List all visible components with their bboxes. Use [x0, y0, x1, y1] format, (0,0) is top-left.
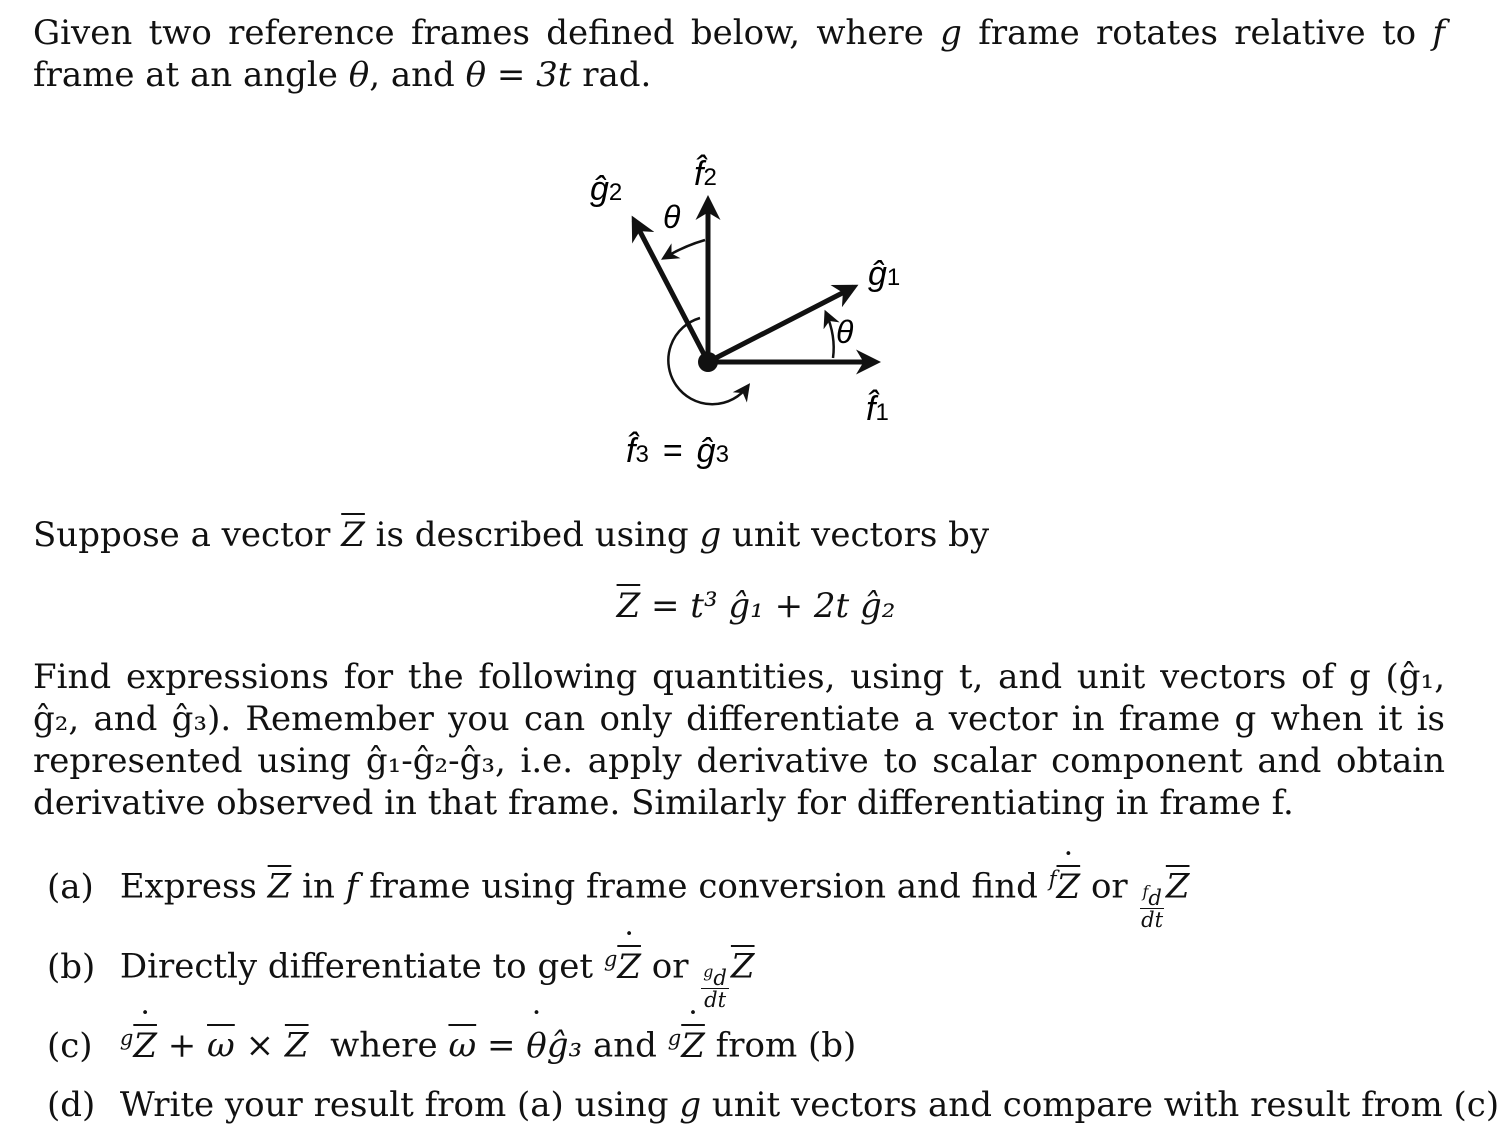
item-a-text-c: frame using frame conversion and find: [358, 866, 1049, 907]
item-c-times: ×: [234, 1025, 285, 1066]
item-b-or: or: [640, 946, 700, 987]
item-d-g: g: [679, 1085, 702, 1125]
item-b-frac-den: dt: [704, 987, 727, 1013]
item-a-Z: $\overline{Z}$: [267, 866, 292, 907]
intro-var-g: g: [940, 13, 962, 53]
intro-text-d: , and: [369, 55, 466, 95]
intro-text-e: rad.: [571, 55, 652, 95]
item-b-fraction: [701, 961, 729, 1013]
item-c-plus: +: [156, 1025, 208, 1066]
item-b-Zdot: ˙ $\overline{Z}$: [617, 946, 641, 988]
label-f1: f̂1: [866, 390, 889, 428]
item-c-g3: ĝ₃: [546, 1025, 583, 1066]
item-a-text-b: in: [291, 866, 346, 907]
item-b-text-a: Directly differentiate to get: [119, 946, 604, 987]
item-c-Zdot2: ˙ $\overline{Z}$: [681, 1025, 705, 1067]
item-a-pre: f: [1048, 866, 1057, 891]
item-b: [47, 938, 1487, 1011]
label-theta-right: θ: [836, 314, 854, 350]
g1-axis: [708, 287, 854, 362]
item-d-text-b: unit vectors and compare with result from (c): [701, 1085, 1500, 1125]
item-a-f: f: [345, 866, 359, 907]
item-c: [47, 1017, 1487, 1067]
intro-text-a: Given two reference frames defined below, where: [33, 13, 941, 53]
item-c-thetadot: ˙ θ: [526, 1025, 546, 1067]
item-c-Zdot: ˙ $\overline{Z}$: [133, 1025, 157, 1067]
item-b-label: (b): [47, 946, 96, 987]
suppose-text-c: unit vectors by: [721, 515, 990, 555]
find-paragraph: Find expressions for the following quantities, using t, and unit vectors of g (ĝ₁, ĝ₂, and ĝ₃). Remember you can only differentiate a vector in frame g when it is represented using ĝ₁-ĝ₂-ĝ₃, i.e. apply derivative to scalar component and obtain derivative observed in that frame. Similarly for differentiating in frame f.: [33, 657, 1445, 823]
z-equation: [0, 585, 1512, 627]
suppose-var-Z: $\overline{Z}$: [341, 515, 365, 555]
item-c-pre: g: [119, 1025, 134, 1050]
label-g1: ĝ1: [868, 255, 901, 293]
item-c-eq: =: [476, 1025, 527, 1066]
item-a-frac-d: d: [1148, 884, 1162, 910]
suppose-text-a: Suppose a vector: [33, 515, 342, 555]
equation-Z: $\overline{Z}$: [616, 586, 641, 626]
equation-rhs: = t³ ĝ₁ + 2t ĝ₂: [640, 586, 896, 626]
label-g2: ĝ2: [590, 170, 623, 208]
item-c-omega2: $\overline{\omega}$: [448, 1025, 477, 1066]
item-a-Zdot: ˙ $\overline{Z}$: [1057, 866, 1081, 908]
item-d-text-a: Write your result from (a) using: [119, 1085, 680, 1125]
item-c-label: (c): [47, 1025, 93, 1066]
label-f3-eq-g3: f̂3 = ĝ3: [626, 432, 729, 470]
label-f2: f̂2: [694, 155, 717, 193]
item-a: [47, 858, 1487, 931]
item-c-omega: $\overline{\omega}$: [207, 1025, 235, 1066]
item-a-label: (a): [47, 866, 94, 907]
label-theta-top: θ: [663, 199, 681, 235]
origin-dot: [698, 352, 718, 372]
item-c-text-c: from (b): [704, 1025, 857, 1066]
item-a-frac-pre: f: [1142, 881, 1149, 901]
item-b-frac-pre: g: [703, 961, 714, 981]
intro-text-b: frame rotates relative to: [961, 13, 1433, 53]
item-b-pre: g: [603, 946, 618, 971]
theta-arc-top: [664, 240, 705, 258]
item-a-text-a: Express: [119, 866, 268, 907]
item-a-Z2: $\overline{Z}$: [1165, 866, 1190, 907]
intro-var-theta: θ: [348, 55, 370, 95]
suppose-text-b: is described using: [364, 515, 700, 555]
frames-diagram: [560, 130, 960, 480]
item-c-text-b: and: [582, 1025, 668, 1066]
item-d: [47, 1084, 1500, 1126]
item-c-pre2: g: [667, 1025, 682, 1050]
item-d-label: (d): [47, 1085, 96, 1125]
item-b-frac-d: d: [713, 964, 727, 990]
intro-paragraph: [33, 12, 1445, 96]
item-a-fraction: [1140, 881, 1164, 933]
intro-var-f: f: [1432, 13, 1445, 53]
item-b-Z2: $\overline{Z}$: [730, 946, 755, 987]
intro-text-c: frame at an angle: [33, 55, 349, 95]
intro-theta-equation: θ = 3t: [465, 55, 572, 95]
item-a-or: or: [1080, 866, 1139, 907]
suppose-line: [33, 514, 1445, 556]
item-c-text-a: where: [308, 1025, 449, 1066]
item-c-Z: $\overline{Z}$: [284, 1025, 309, 1066]
item-a-frac-den: dt: [1141, 907, 1164, 933]
theta-arc-right: [826, 313, 834, 358]
suppose-var-g: g: [699, 515, 722, 555]
